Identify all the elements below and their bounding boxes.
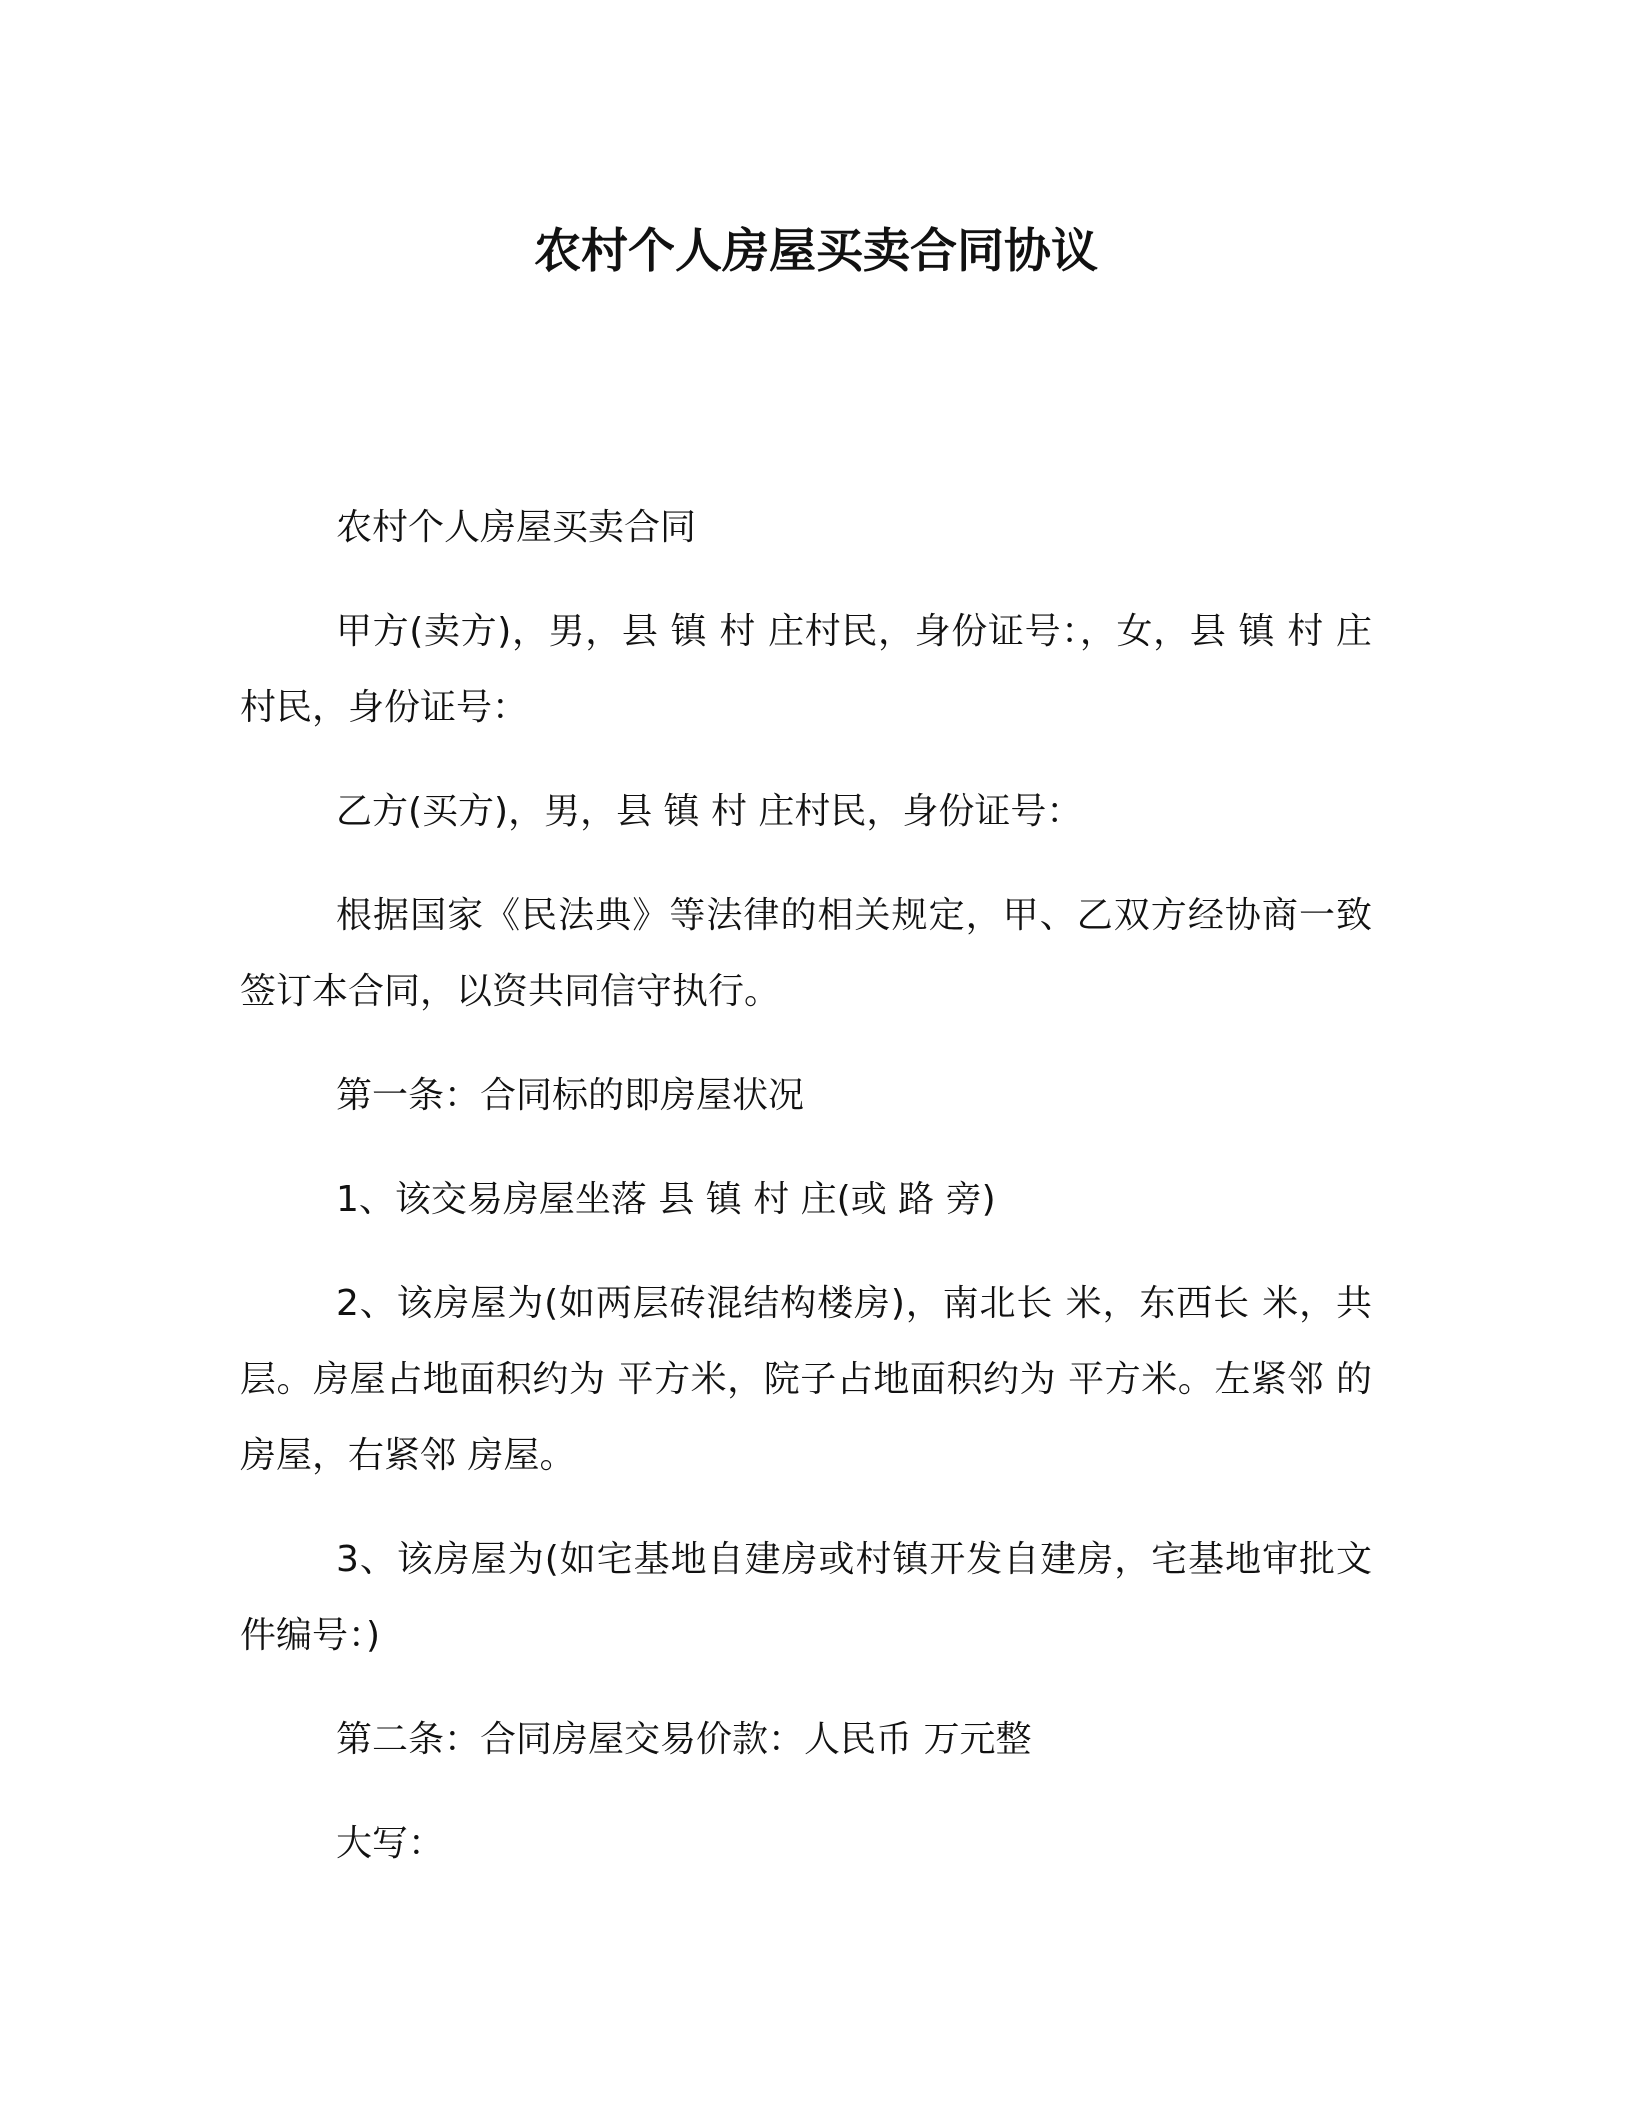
amount-in-words: 大写： (336, 1823, 445, 1864)
article-two-heading: 第二条：合同房屋交易价款：人民币 万元整 (336, 1719, 1032, 1760)
contract-subtitle: 农村个人房屋买卖合同 (336, 507, 697, 548)
clause-3-type: 3、该房屋为(如宅基地自建房或村镇开发自建房，宅基地审批文件编号：) (240, 1539, 1372, 1656)
clause-2-structure: 2、该房屋为(如两层砖混结构楼房)，南北长 米，东西长 米，共 层。房屋占地面积约为 平方米，院子占地面积约为 平方米。左紧邻 的房屋，右紧邻 房屋。 (240, 1283, 1372, 1476)
party-a-paragraph: 甲方(卖方)，男，县 镇 村 庄村民，身份证号：，女，县 镇 村 庄村民，身份证号： (240, 611, 1372, 728)
party-b-paragraph: 乙方(买方)，男，县 镇 村 庄村民，身份证号： (336, 791, 1083, 832)
article-one-heading: 第一条：合同标的即房屋状况 (336, 1075, 805, 1116)
preamble-paragraph: 根据国家《民法典》等法律的相关规定，甲、乙双方经协商一致签订本合同，以资共同信守执行。 (240, 895, 1372, 1012)
clause-1-location: 1、该交易房屋坐落 县 镇 村 庄(或 路 旁) (336, 1179, 996, 1220)
document-title: 农村个人房屋买卖合同协议 (534, 224, 1098, 279)
document-body (240, 490, 1372, 1910)
